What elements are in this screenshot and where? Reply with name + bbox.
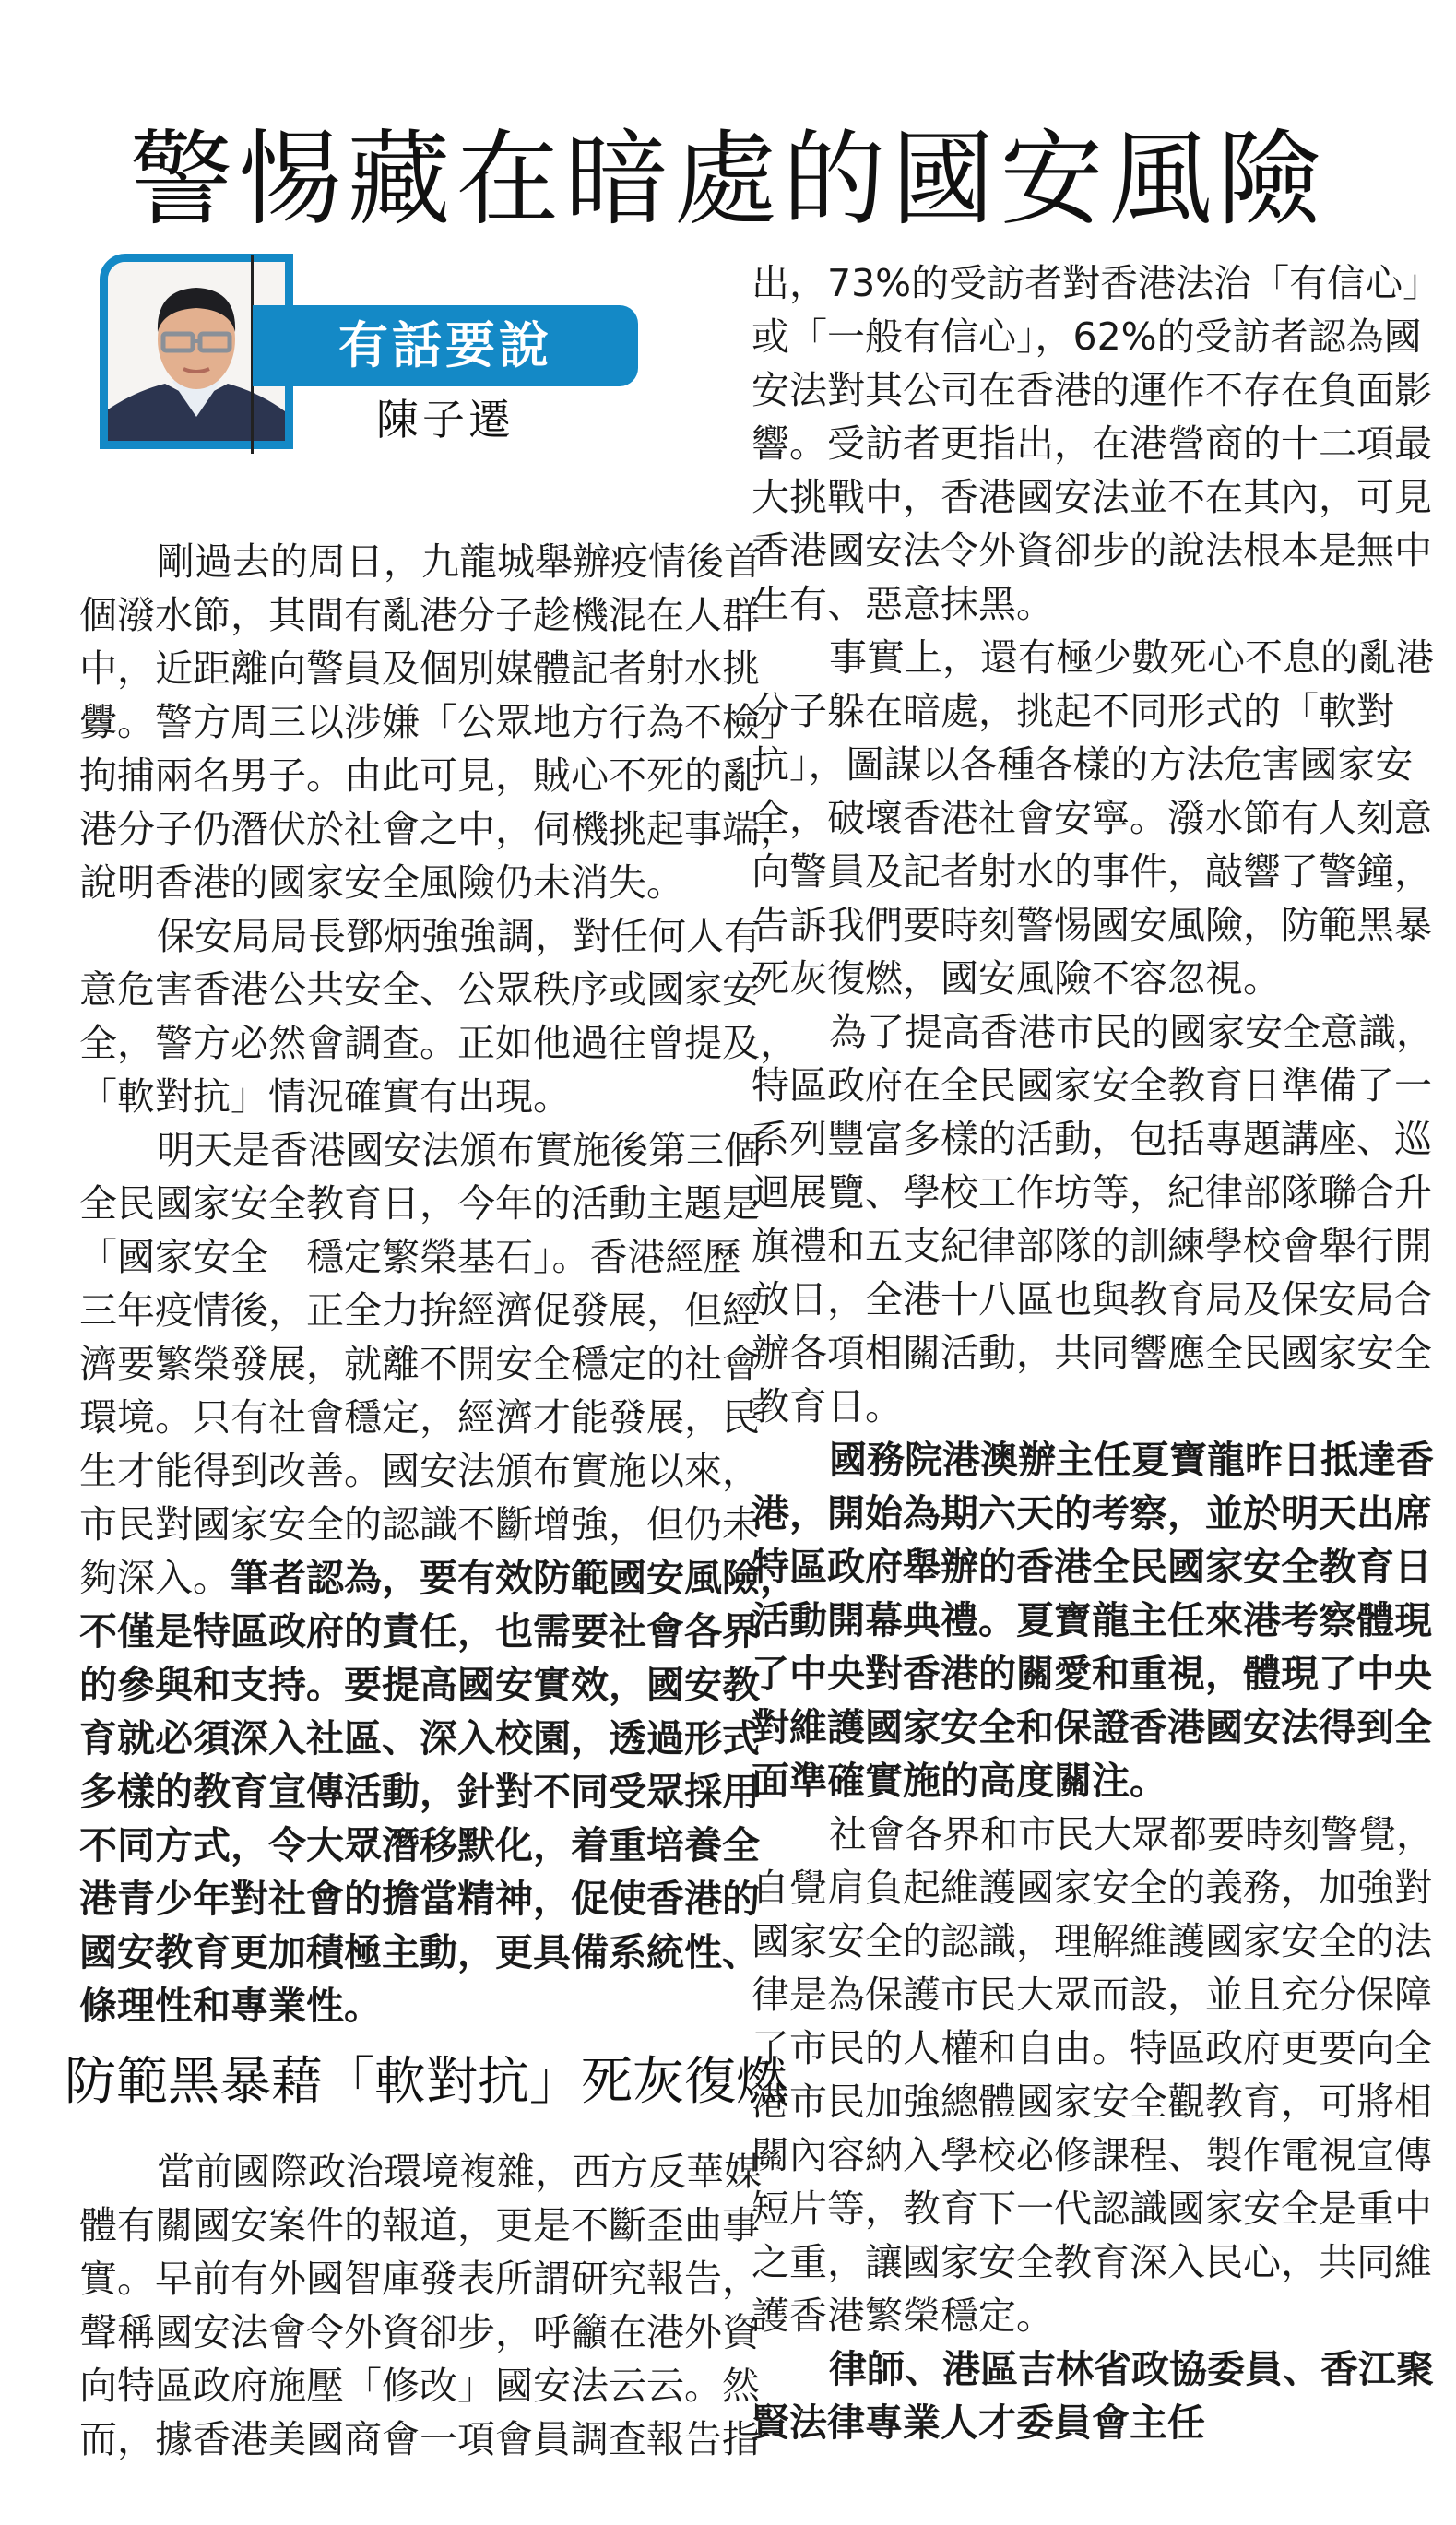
body-line: 釁。警方周三以涉嫌「公眾地方行為不檢」 xyxy=(79,700,798,744)
body-line-bold: 港，開始為期六天的考察，並於明天出席 xyxy=(752,1491,1432,1535)
body-line-bold: 國務院港澳辦主任夏寶龍昨日抵達香 xyxy=(829,1438,1434,1482)
body-line-bold: 不僅是特區政府的責任，也需要社會各界 xyxy=(79,1609,760,1654)
body-line: 了市民的人權和自由。特區政府更要向全 xyxy=(752,2026,1432,2070)
body-line: 放日，全港十八區也與教育局及保安局合 xyxy=(752,1277,1432,1322)
body-line: 中，近距離向警員及個別媒體記者射水挑 xyxy=(79,646,760,691)
body-line: 說明香港的國家安全風險仍未消失。 xyxy=(79,860,684,905)
article-title: 警惕藏在暗處的國安風險 xyxy=(129,120,1327,241)
body-line: 而，據香港美國商會一項會員調查報告指 xyxy=(79,2417,760,2461)
body-line: 剛過去的周日，九龍城舉辦疫情後首 xyxy=(157,539,762,584)
body-line-bold: 了中央對香港的關愛和重視，體現了中央 xyxy=(752,1652,1432,1696)
body-line: 生有、惡意抹黑。 xyxy=(752,582,1054,626)
body-line: 港分子仍潛伏於社會之中，伺機挑起事端， xyxy=(79,807,798,851)
body-line: 抗」，圖謀以各種各樣的方法危害國家安 xyxy=(752,742,1414,787)
body-line: 意危害香港公共安全、公眾秩序或國家安 xyxy=(79,967,760,1012)
body-line: 死灰復燃，國安風險不容忽視。 xyxy=(752,956,1281,1001)
body-line: 體有關國安案件的報道，更是不斷歪曲事 xyxy=(79,2203,760,2247)
body-line: 社會各界和市民大眾都要時刻警覺， xyxy=(829,1812,1434,1856)
body-line: 實。早前有外國智庫發表所謂研究報告， xyxy=(79,2257,760,2301)
body-line: 全，警方必然會調查。正如他過往曾提及， xyxy=(79,1021,798,1065)
body-line: 港市民加強總體國家安全觀教育，可將相 xyxy=(752,2080,1432,2124)
body-line: 濟要繁榮發展，就離不開安全穩定的社會 xyxy=(79,1342,760,1386)
body-line: 明天是香港國安法頒布實施後第三個 xyxy=(157,1128,762,1172)
body-line: 旗禮和五支紀律部隊的訓練學校會舉行開 xyxy=(752,1224,1432,1268)
right-column xyxy=(752,256,1441,2449)
body-line: 之重，讓國家安全教育深入民心，共同維 xyxy=(752,2240,1432,2284)
body-line: 響。受訪者更指出，在港營商的十二項最 xyxy=(752,421,1432,466)
body-line: 個潑水節，其間有亂港分子趁機混在人群 xyxy=(79,593,760,637)
body-line: 環境。只有社會穩定，經濟才能發展，民 xyxy=(79,1395,760,1440)
body-line: 自覺肩負起維護國家安全的義務，加強對 xyxy=(752,1866,1432,1910)
body-line: 三年疫情後，正全力拚經濟促發展，但經 xyxy=(79,1288,760,1333)
body-line: 或「一般有信心」，62%的受訪者認為國 xyxy=(752,314,1422,359)
body-line-bold: 國安教育更加積極主動，更具備系統性、 xyxy=(79,1930,760,1974)
body-line: 護香港繁榮穩定。 xyxy=(752,2294,1054,2338)
body-line-bold: 對維護國家安全和保證香港國安法得到全 xyxy=(752,1705,1432,1749)
body-line: 香港國安法令外資卻步的說法根本是無中 xyxy=(752,528,1432,573)
body-line: 拘捕兩名男子。由此可見，賊心不死的亂 xyxy=(79,753,760,798)
body-line: 教育日。 xyxy=(752,1384,903,1428)
bold-emphasis: 筆者認為，要有效防範國安風險， xyxy=(231,1556,798,1600)
body-line: 為了提高香港市民的國家安全意識， xyxy=(829,1010,1434,1054)
body-line: 特區政府在全民國家安全教育日準備了一 xyxy=(752,1063,1432,1108)
body-line: 「國家安全 穩定繁榮基石」。香港經歷 xyxy=(79,1235,741,1279)
body-line: 安法對其公司在香港的運作不存在負面影 xyxy=(752,368,1432,412)
body-line: 國家安全的認識，理解維護國家安全的法 xyxy=(752,1919,1432,1963)
body-line: 當前國際政治環境複雜，西方反華媒 xyxy=(157,2150,762,2194)
body-text: 夠深入。 xyxy=(79,1556,231,1600)
body-line-bold: 育就必須深入社區、深入校園，透過形式 xyxy=(79,1716,760,1760)
body-line: 分子躲在暗處，挑起不同形式的「軟對 xyxy=(752,689,1394,733)
body-line: 生才能得到改善。國安法頒布實施以來， xyxy=(79,1449,760,1493)
left-column xyxy=(79,535,798,2033)
body-line: 向特區政府施壓「修改」國安法云云。然 xyxy=(79,2364,760,2408)
body-line: 大挑戰中，香港國安法並不在其內，可見 xyxy=(752,475,1432,519)
column-badge: 有話要說 xyxy=(253,305,638,386)
body-line-bold: 不同方式，令大眾潛移默化，着重培養全 xyxy=(79,1823,760,1867)
body-line-bold: 的參與和支持。要提高國安實效，國安教 xyxy=(79,1663,760,1707)
body-line-bold: 活動開幕典禮。夏寶龍主任來港考察體現 xyxy=(752,1598,1432,1642)
body-line: 關內容納入學校必修課程、製作電視宣傳 xyxy=(752,2133,1432,2177)
author-bio-line: 賢法律專業人才委員會主任 xyxy=(752,2401,1205,2445)
body-line: 市民對國家安全的認識不斷增強，但仍未 xyxy=(79,1502,760,1547)
body-line-bold: 特區政府舉辦的香港全民國家安全教育日 xyxy=(752,1545,1432,1589)
body-line: 「軟對抗」情況確實有出現。 xyxy=(79,1074,571,1119)
body-line-bold: 港青少年對社會的擔當精神，促使香港的 xyxy=(79,1877,760,1921)
left-column-continued xyxy=(79,2145,762,2466)
body-line: 系列豐富多樣的活動，包括專題講座、巡 xyxy=(752,1117,1432,1161)
body-line: 告訴我們要時刻警惕國安風險，防範黑暴 xyxy=(752,903,1432,947)
author-bio-line: 律師、港區吉林省政協委員、香江聚 xyxy=(829,2347,1434,2391)
body-line: 全，破壞香港社會安寧。潑水節有人刻意 xyxy=(752,796,1432,840)
body-line-mixed xyxy=(79,1551,798,1605)
body-line: 律是為保護市民大眾而設，並且充分保障 xyxy=(752,1973,1432,2017)
author-name: 陳子遷 xyxy=(376,395,515,445)
body-line: 出，73%的受訪者對香港法治「有信心」 xyxy=(752,261,1441,305)
body-line: 保安局局長鄧炳強強調，對任何人有 xyxy=(157,914,762,958)
body-line: 聲稱國安法會令外資卻步，呼籲在港外資 xyxy=(79,2310,760,2354)
body-line: 短片等，教育下一代認識國家安全是重中 xyxy=(752,2187,1432,2231)
body-line-bold: 條理性和專業性。 xyxy=(79,1984,382,2028)
body-line-bold: 面準確實施的高度關注。 xyxy=(752,1759,1167,1803)
subheading: 防範黑暴藉「軟對抗」死灰復燃 xyxy=(65,2052,787,2112)
body-line-bold: 多樣的教育宣傳活動，針對不同受眾採用 xyxy=(79,1770,760,1814)
body-line: 全民國家安全教育日，今年的活動主題是 xyxy=(79,1181,760,1226)
body-line: 事實上，還有極少數死心不息的亂港 xyxy=(829,635,1434,680)
body-line: 迴展覽、學校工作坊等，紀律部隊聯合升 xyxy=(752,1170,1432,1215)
body-line: 向警員及記者射水的事件，敲響了警鐘， xyxy=(752,849,1432,894)
body-line: 辦各項相關活動，共同響應全民國家安全 xyxy=(752,1331,1432,1375)
